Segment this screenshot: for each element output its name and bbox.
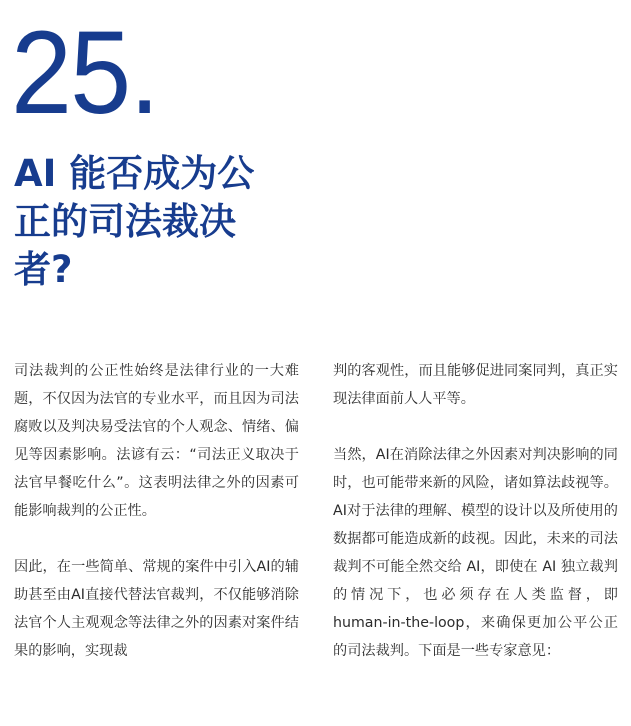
left-column	[14, 357, 299, 665]
section-number: 25.	[11, 7, 158, 139]
section-title-line-2: 正的司法裁决	[14, 200, 236, 243]
body-paragraph: 判的客观性，而且能够促进同案同判，真正实现法律面前人人平等。	[333, 363, 618, 407]
right-column	[333, 357, 618, 665]
body-paragraph: 司法裁判的公正性始终是法律行业的一大难题，不仅因为法官的专业水平，而且因为司法腐败以及判决易受法官的个人观念、情绪、偏见等因素影响。法谚有云：“司法正义取决于法官早餐吃什么”。这表明法律之外的因素可能影响裁判的公正性。	[14, 363, 299, 519]
section-title	[14, 150, 314, 294]
section-title-line-1: AI 能否成为公	[14, 152, 255, 195]
section-title-line-3: 者?	[14, 248, 73, 291]
body-paragraph: 因此，在一些简单、常规的案件中引入AI的辅助甚至由AI直接代替法官裁判，不仅能够消除法官个人主观观念等法律之外的因素对案件结果的影响，实现裁	[14, 559, 299, 659]
body-paragraph: 当然，AI在消除法律之外因素对判决影响的同时，也可能带来新的风险，诸如算法歧视等。AI对于法律的理解、模型的设计以及所使用的数据都可能造成新的歧视。因此，未来的司法裁判不可能全然交给 AI，即使在 AI 独立裁判的情况下，也必须存在人类监督，即 human-in-the-loop，来确保更加公平公正的司法裁判。下面是一些专家意见：	[333, 447, 618, 659]
